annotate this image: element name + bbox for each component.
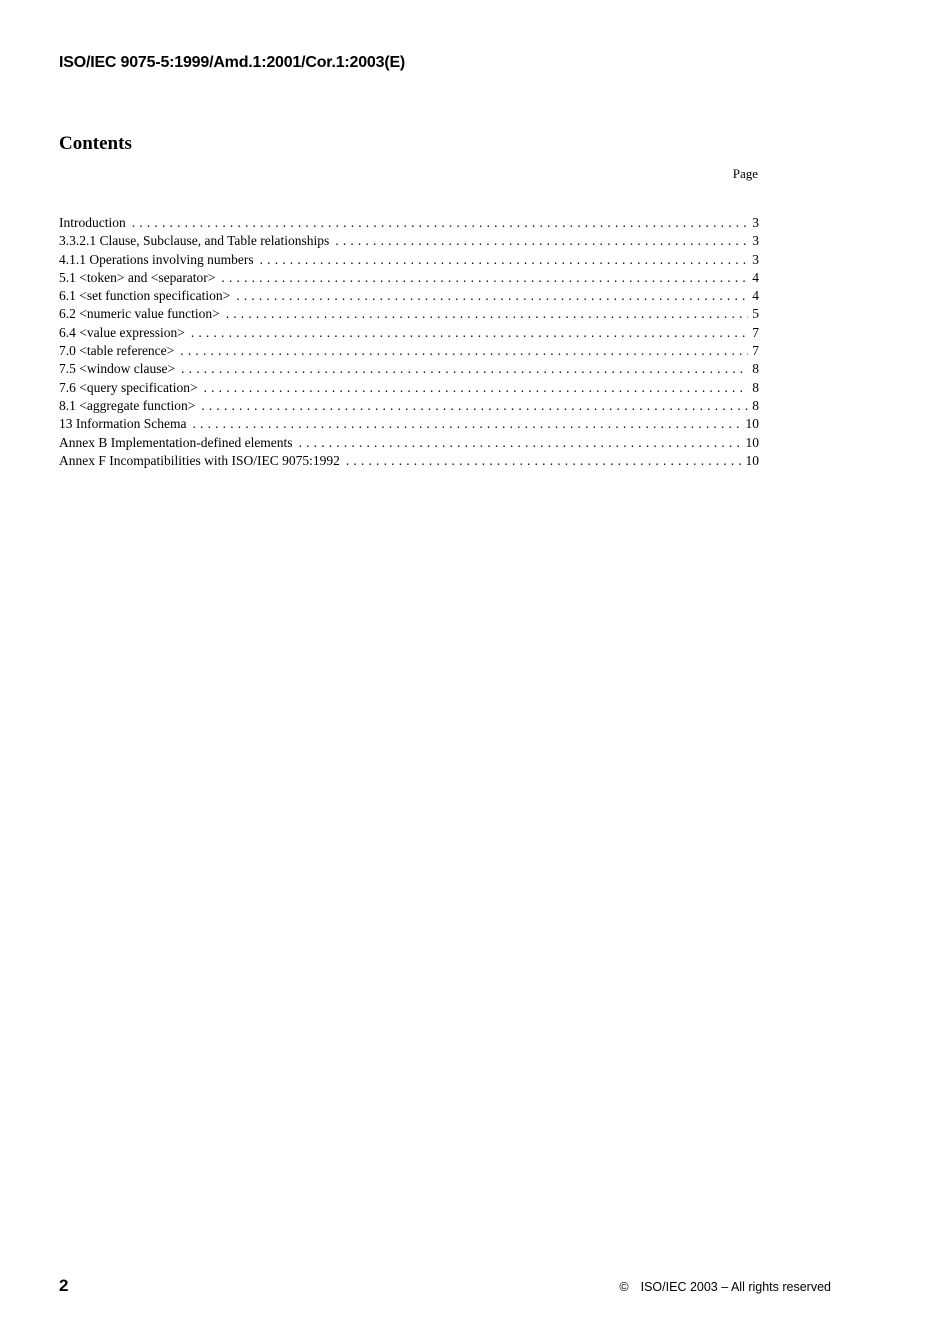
toc-entry-page[interactable]: 8 (752, 379, 759, 395)
toc-entry[interactable] (59, 232, 759, 250)
toc-dot-leader (204, 379, 749, 397)
toc-entry-title[interactable]: 8.1 <aggregate function> (59, 397, 196, 413)
toc-entry-page[interactable]: 7 (752, 324, 759, 340)
toc-entry[interactable] (59, 360, 759, 378)
toc-entry[interactable] (59, 452, 759, 470)
toc-entry[interactable] (59, 397, 759, 415)
toc-entry-page[interactable]: 5 (752, 306, 759, 322)
toc-entry-title[interactable]: Annex B Implementation-defined elements (59, 434, 293, 450)
toc-entry-page[interactable]: 10 (745, 452, 759, 468)
toc-entry-page[interactable]: 3 (752, 215, 759, 230)
toc-entry-title[interactable]: 6.4 <value expression> (59, 324, 185, 340)
table-of-contents (59, 214, 759, 470)
document-header-title: ISO/IEC 9075-5:1999/Amd.1:2001/Cor.1:2003(E) (59, 54, 406, 71)
toc-entry[interactable] (59, 434, 759, 452)
toc-dot-leader (192, 415, 741, 433)
footer-page-number: 2 (59, 1276, 69, 1295)
toc-entry-title[interactable]: 3.3.2.1 Clause, Subclause, and Table relationships (59, 233, 330, 249)
copyright-icon: © (619, 1280, 629, 1294)
page-column-label: Page (732, 166, 758, 181)
toc-entry[interactable] (59, 305, 759, 323)
toc-entry-title[interactable]: 7.5 <window clause> (59, 361, 176, 377)
toc-dot-leader (181, 360, 748, 378)
toc-entry-title[interactable]: Annex F Incompatibilities with ISO/IEC 9075:1992 (59, 452, 340, 468)
toc-entry-title[interactable]: 5.1 <token> and <separator> (59, 269, 216, 285)
toc-dot-leader (346, 452, 742, 470)
toc-dot-leader (201, 397, 748, 415)
toc-dot-leader (260, 251, 749, 269)
toc-entry[interactable] (59, 379, 759, 397)
toc-entry-page[interactable]: 3 (752, 233, 759, 249)
footer-copyright (619, 1280, 831, 1294)
toc-dot-leader (335, 232, 748, 250)
toc-entry-page[interactable]: 4 (752, 269, 759, 285)
toc-dot-leader (221, 269, 748, 287)
toc-entry-page[interactable]: 10 (745, 416, 759, 432)
toc-entry-page[interactable]: 10 (745, 434, 759, 450)
toc-entry[interactable] (59, 287, 759, 305)
copyright-text: ISO/IEC 2003 – All rights reserved (640, 1280, 831, 1294)
toc-entry-title[interactable]: 7.0 <table reference> (59, 343, 175, 359)
toc-entry[interactable] (59, 251, 759, 269)
toc-entry-page[interactable]: 4 (752, 288, 759, 304)
toc-entry-title[interactable]: 4.1.1 Operations involving numbers (59, 251, 254, 267)
toc-entry-page[interactable]: 8 (752, 361, 759, 377)
contents-heading: Contents (59, 133, 132, 154)
toc-dot-leader (132, 214, 749, 232)
toc-entry[interactable] (59, 214, 759, 232)
toc-entry[interactable] (59, 324, 759, 342)
toc-dot-leader (299, 434, 742, 452)
toc-entry-page[interactable]: 3 (752, 251, 759, 267)
toc-entry[interactable] (59, 269, 759, 287)
toc-dot-leader (180, 342, 748, 360)
toc-entry-title[interactable]: 6.2 <numeric value function> (59, 306, 220, 322)
toc-entry[interactable] (59, 415, 759, 433)
toc-entry-title[interactable]: 6.1 <set function specification> (59, 288, 231, 304)
toc-entry[interactable] (59, 342, 759, 360)
toc-entry-page[interactable]: 7 (752, 343, 759, 359)
toc-entry-title[interactable]: 13 Information Schema (59, 416, 187, 432)
toc-dot-leader (236, 287, 748, 305)
toc-dot-leader (226, 305, 749, 323)
toc-entry-title[interactable]: Introduction (59, 215, 126, 230)
toc-entry-title[interactable]: 7.6 <query specification> (59, 379, 198, 395)
toc-dot-leader (191, 324, 748, 342)
toc-entry-page[interactable]: 8 (752, 397, 759, 413)
